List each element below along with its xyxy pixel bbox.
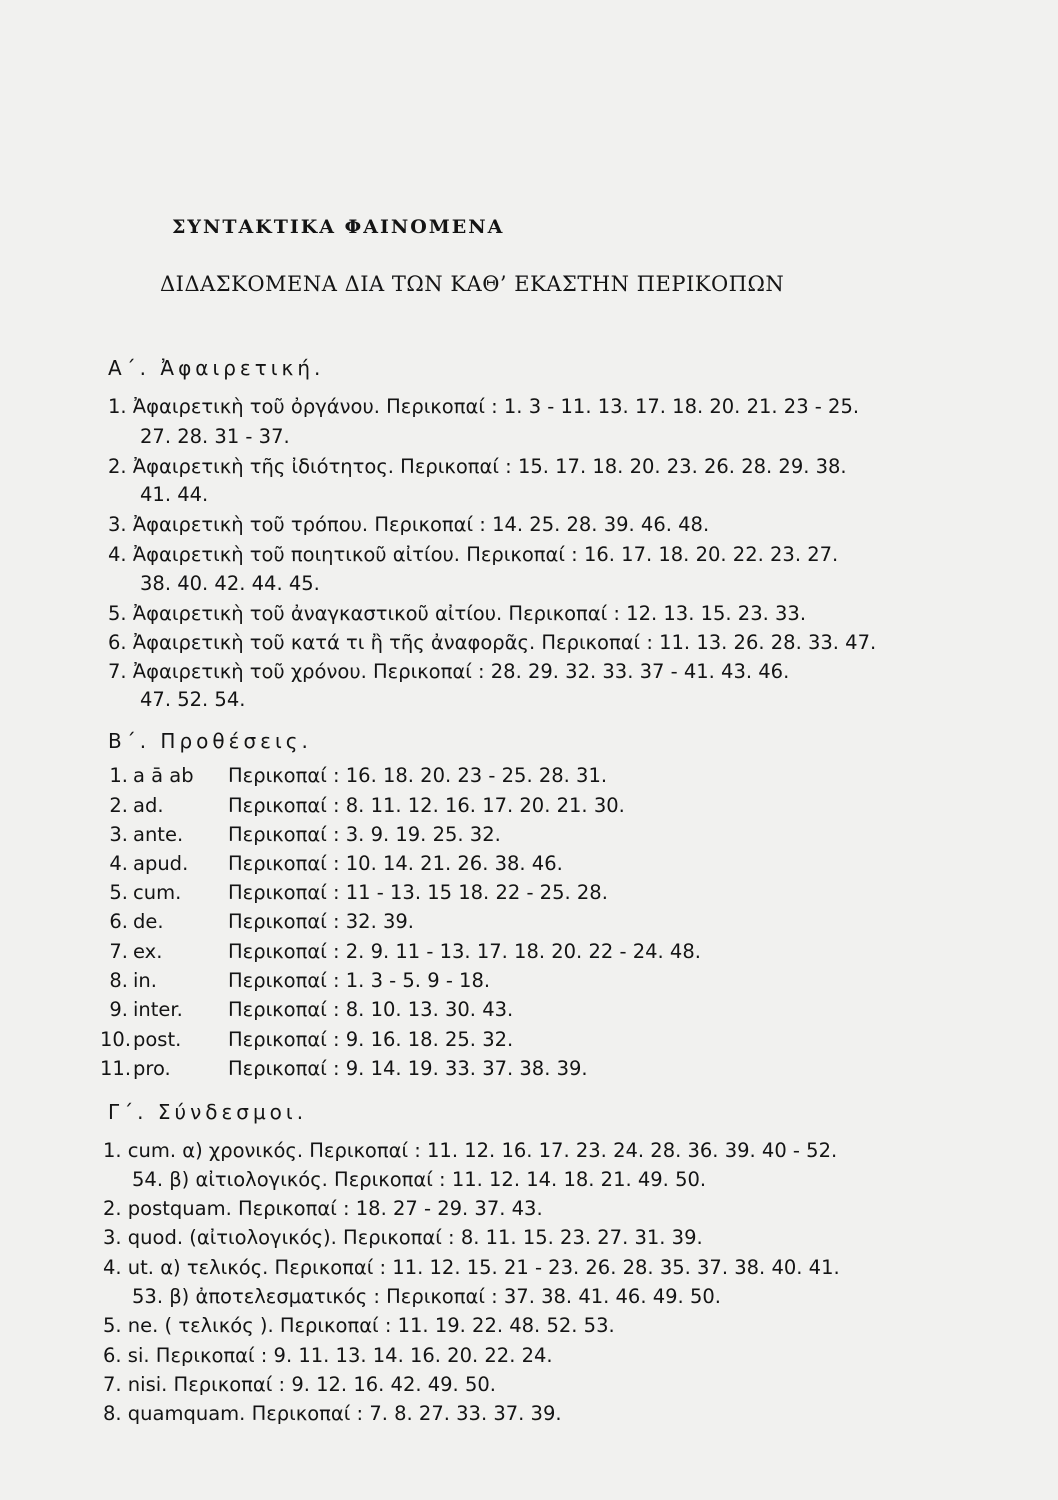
preposition-word: ad. — [133, 794, 164, 817]
preposition-word: pro. — [133, 1057, 171, 1080]
preposition-refs: Περικοπαί : 11 - 13. 15 18. 22 - 25. 28. — [228, 881, 608, 904]
section-a-line: 5. Ἀφαιρετικὴ τοῦ ἀναγκαστικοῦ αἰτίου. Περικοπαί : 12. 13. 15. 23. 33. — [108, 602, 807, 625]
section-a-line: 41. 44. — [140, 483, 209, 506]
preposition-word: ante. — [133, 823, 184, 846]
item-number: 1. — [109, 764, 128, 787]
item-number: 5. — [109, 881, 128, 904]
section-c-line: 53. β) ἀποτελεσματικός : Περικοπαί : 37. 38. 41. 46. 49. 50. — [132, 1285, 721, 1308]
preposition-refs: Περικοπαί : 16. 18. 20. 23 - 25. 28. 31. — [228, 764, 608, 787]
preposition-word: post. — [133, 1028, 182, 1051]
section-c-line: 4. ut. α) τελικός. Περικοπαί : 11. 12. 15. 21 - 23. 26. 28. 35. 37. 38. 40. 41. — [103, 1256, 840, 1279]
preposition-refs: Περικοπαί : 10. 14. 21. 26. 38. 46. — [228, 852, 563, 875]
preposition-refs: Περικοπαί : 3. 9. 19. 25. 32. — [228, 823, 501, 846]
section-b-heading: Β΄. Προθέσεις. — [108, 729, 312, 753]
section-c-line: 1. cum. α) χρονικός. Περικοπαί : 11. 12. 16. 17. 23. 24. 28. 36. 39. 40 - 52. — [103, 1139, 838, 1162]
section-a-line: 27. 28. 31 - 37. — [140, 425, 290, 448]
section-c-line: 54. β) αἰτιολογικός. Περικοπαί : 11. 12. 14. 18. 21. 49. 50. — [132, 1168, 707, 1191]
preposition-word: cum. — [133, 881, 182, 904]
item-number: 2. — [109, 794, 128, 817]
item-number: 7. — [109, 940, 128, 963]
item-number: 4. — [109, 852, 128, 875]
section-a-heading: Α΄. Ἀφαιρετική. — [108, 356, 325, 380]
section-a-line: 4. Ἀφαιρετικὴ τοῦ ποιητικοῦ αἰτίου. Περικοπαί : 16. 17. 18. 20. 22. 23. 27. — [108, 543, 839, 566]
section-a-line: 2. Ἀφαιρετικὴ τῆς ἰδιότητος. Περικοπαί : 15. 17. 18. 20. 23. 26. 28. 29. 38. — [108, 455, 847, 478]
section-c-line: 2. postquam. Περικοπαί : 18. 27 - 29. 37. 43. — [103, 1197, 543, 1220]
section-a-line: 38. 40. 42. 44. 45. — [140, 572, 320, 595]
preposition-refs: Περικοπαί : 9. 16. 18. 25. 32. — [228, 1028, 514, 1051]
preposition-word: inter. — [133, 998, 183, 1021]
section-c-line: 5. ne. ( τελικός ). Περικοπαί : 11. 19. 22. 48. 52. 53. — [103, 1314, 615, 1337]
section-c-line: 8. quamquam. Περικοπαί : 7. 8. 27. 33. 37. 39. — [103, 1402, 562, 1425]
item-number: 8. — [109, 969, 128, 992]
section-c-line: 7. nisi. Περικοπαί : 9. 12. 16. 42. 49. 50. — [103, 1373, 496, 1396]
preposition-word: in. — [133, 969, 157, 992]
item-number: 9. — [109, 998, 128, 1021]
item-number: 11. — [100, 1057, 132, 1080]
section-a-line: 7. Ἀφαιρετικὴ τοῦ χρόνου. Περικοπαί : 28. 29. 32. 33. 37 - 41. 43. 46. — [108, 660, 790, 683]
preposition-refs: Περικοπαί : 9. 14. 19. 33. 37. 38. 39. — [228, 1057, 588, 1080]
item-number: 10. — [100, 1028, 132, 1051]
preposition-refs: Περικοπαί : 2. 9. 11 - 13. 17. 18. 20. 22 - 24. 48. — [228, 940, 701, 963]
preposition-refs: Περικοπαί : 8. 10. 13. 30. 43. — [228, 998, 514, 1021]
preposition-refs: Περικοπαί : 8. 11. 12. 16. 17. 20. 21. 30. — [228, 794, 625, 817]
preposition-word: a ā ab — [133, 764, 194, 787]
page-subtitle: ΔΙΔΑΣΚΟΜΕΝΑ ΔΙΑ ΤΩΝ ΚΑΘ’ ΕΚΑΣΤΗΝ ΠΕΡΙΚΟΠΩΝ — [160, 272, 785, 296]
section-c-line: 3. quod. (αἰτιολογικός). Περικοπαί : 8. 11. 15. 23. 27. 31. 39. — [103, 1226, 703, 1249]
preposition-refs: Περικοπαί : 1. 3 - 5. 9 - 18. — [228, 969, 491, 992]
preposition-word: ex. — [133, 940, 163, 963]
section-a-line: 3. Ἀφαιρετικὴ τοῦ τρόπου. Περικοπαί : 14. 25. 28. 39. 46. 48. — [108, 513, 710, 536]
section-a-line: 47. 52. 54. — [140, 688, 246, 711]
preposition-refs: Περικοπαί : 32. 39. — [228, 910, 414, 933]
section-c-line: 6. si. Περικοπαί : 9. 11. 13. 14. 16. 20. 22. 24. — [103, 1344, 553, 1367]
item-number: 3. — [109, 823, 128, 846]
section-c-heading: Γ΄. Σύνδεσμοι. — [108, 1100, 308, 1124]
item-number: 6. — [109, 910, 128, 933]
section-a-line: 1. Ἀφαιρετικὴ τοῦ ὀργάνου. Περικοπαί : 1. 3 - 11. 13. 17. 18. 20. 21. 23 - 25. — [108, 395, 860, 418]
section-a-line: 6. Ἀφαιρετικὴ τοῦ κατά τι ἢ τῆς ἀναφορᾶς. Περικοπαί : 11. 13. 26. 28. 33. 47. — [108, 631, 877, 654]
page-title: ΣΥΝΤΑΚΤΙΚΑ ΦΑΙΝΟΜΕΝΑ — [172, 216, 505, 238]
preposition-word: apud. — [133, 852, 189, 875]
preposition-word: de. — [133, 910, 164, 933]
